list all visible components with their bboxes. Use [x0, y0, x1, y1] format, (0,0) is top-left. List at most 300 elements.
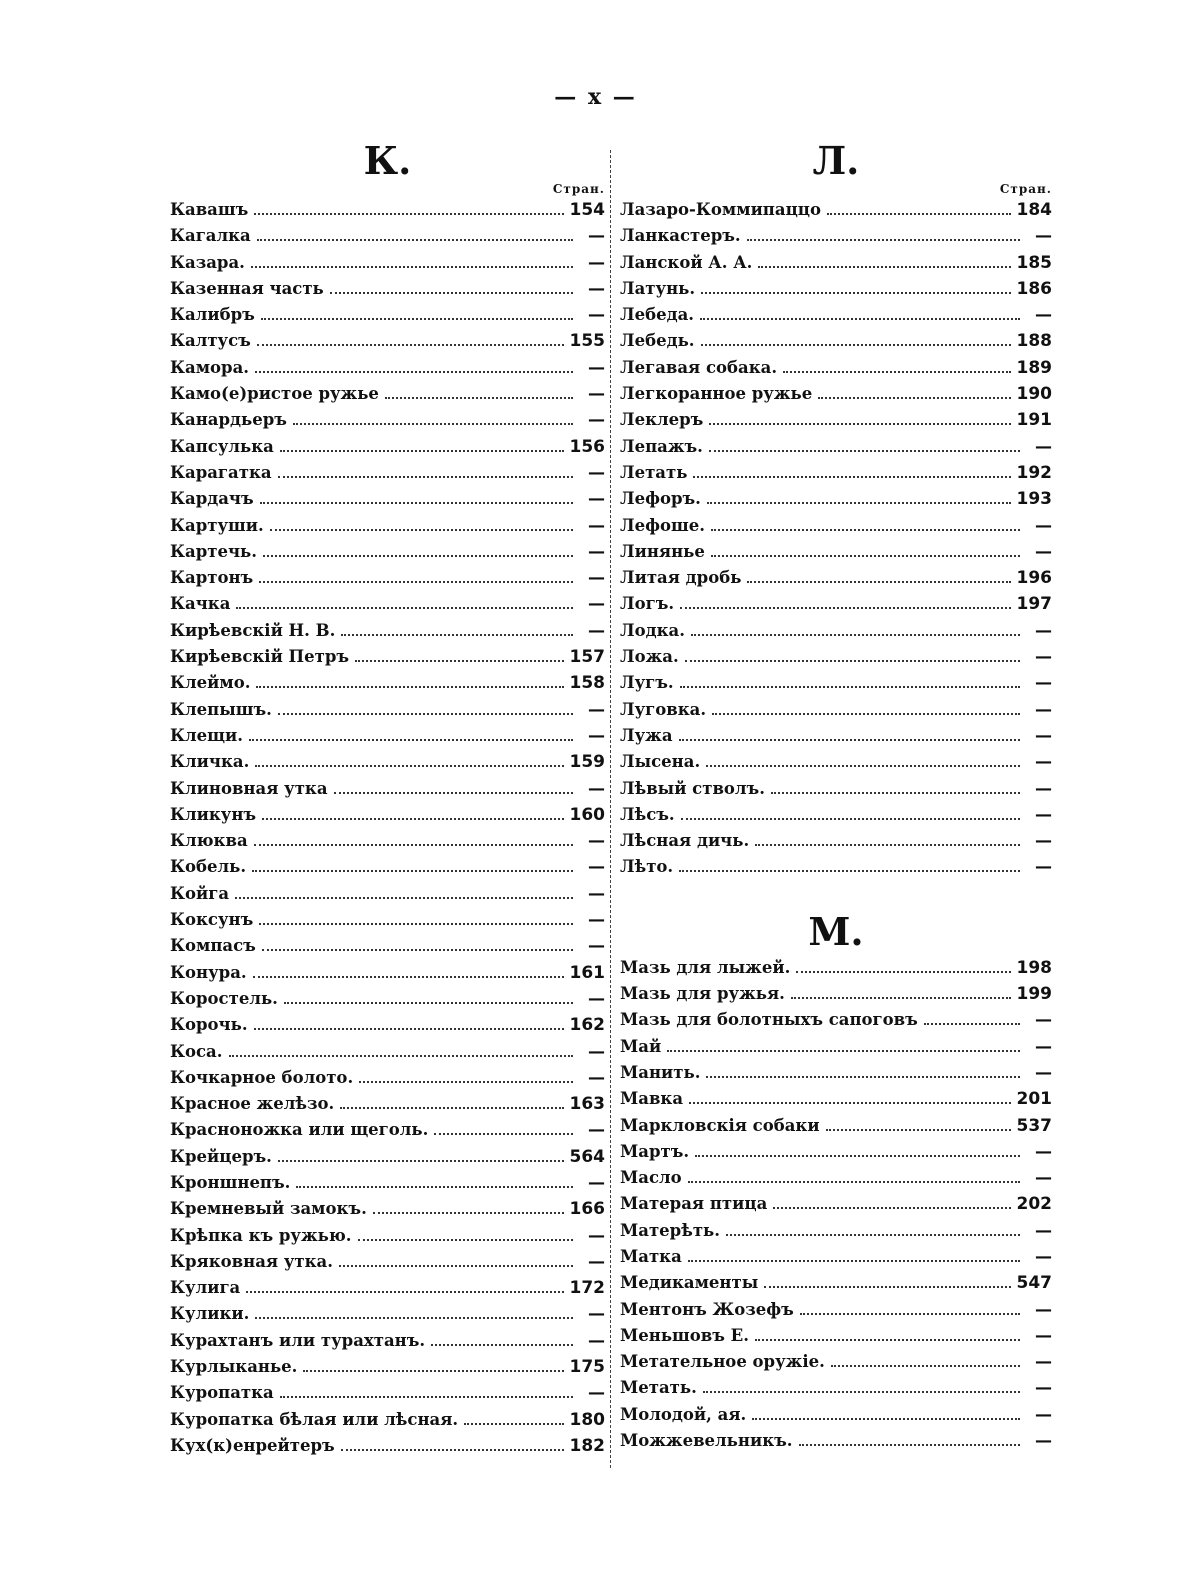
entry-page-number: 180 — [569, 1409, 605, 1430]
index-entry — [620, 279, 1052, 305]
entry-page-number: — — [1035, 699, 1052, 720]
dot-leader — [711, 529, 1020, 531]
entry-term: Кочкарное болото. — [170, 1067, 354, 1087]
entry-page-number: — — [1035, 541, 1052, 562]
dot-leader — [764, 1286, 1010, 1288]
index-entry — [620, 857, 1052, 883]
dot-leader — [246, 1291, 563, 1293]
dot-leader — [254, 1028, 564, 1030]
dot-leader — [255, 765, 563, 767]
entry-term: Лѣто. — [620, 857, 674, 877]
index-entry — [620, 542, 1052, 568]
dot-leader — [259, 581, 573, 583]
dot-leader — [359, 1081, 573, 1083]
index-entry — [620, 958, 1052, 984]
entry-page-number: — — [588, 305, 605, 326]
entry-page-number: — — [588, 620, 605, 641]
index-entry — [170, 568, 605, 594]
index-entry — [170, 1199, 605, 1225]
entry-page-number: — — [588, 384, 605, 405]
dot-leader — [667, 1050, 1020, 1052]
dot-leader — [260, 502, 573, 504]
index-entry — [170, 1278, 605, 1304]
dot-leader — [262, 949, 573, 951]
entry-page-number: — — [588, 410, 605, 431]
entry-page-number: — — [588, 594, 605, 615]
index-entry — [170, 1383, 605, 1409]
entry-term: Кобель. — [170, 857, 247, 877]
dot-leader — [373, 1212, 564, 1214]
entry-page-number: — — [588, 1225, 605, 1246]
dot-leader — [712, 713, 1020, 715]
entry-term: Клюква — [170, 831, 248, 851]
entry-page-number: 185 — [1016, 252, 1052, 273]
dot-leader — [800, 1313, 1020, 1315]
dot-leader — [701, 344, 1011, 346]
entry-term: Лужа — [620, 725, 673, 745]
index-entry — [170, 437, 605, 463]
entry-term: Калтусъ — [170, 331, 251, 351]
entry-page-number: 193 — [1016, 489, 1052, 510]
entry-page-number: 189 — [1016, 357, 1052, 378]
dot-leader — [758, 266, 1010, 268]
entry-page-number: — — [588, 489, 605, 510]
dot-leader — [755, 1339, 1020, 1341]
index-entry — [620, 568, 1052, 594]
entry-page-number: — — [1035, 1246, 1052, 1267]
dot-leader — [688, 1260, 1020, 1262]
index-entry — [170, 831, 605, 857]
entry-page-number: — — [588, 1172, 605, 1193]
index-entry — [170, 779, 605, 805]
section-letter-k: К. — [363, 138, 412, 183]
entry-page-number: 564 — [569, 1146, 605, 1167]
entry-term: Мазь для лыжей. — [620, 957, 791, 977]
dot-leader — [256, 686, 563, 688]
entry-term: Кликунъ — [170, 804, 257, 824]
index-entry — [620, 779, 1052, 805]
entry-page-number: — — [1035, 226, 1052, 247]
entry-term: Логъ. — [620, 594, 675, 614]
index-entry — [620, 805, 1052, 831]
entry-term: Масло — [620, 1168, 682, 1188]
entry-page-number: — — [588, 1041, 605, 1062]
entry-term: Картечь. — [170, 541, 257, 561]
entry-term: Корочь. — [170, 1015, 248, 1035]
dot-leader — [355, 660, 563, 662]
index-list-k — [170, 200, 605, 1462]
entry-term: Литая дробь — [620, 568, 742, 588]
dot-leader — [385, 397, 573, 399]
entry-term: Кроншнепъ. — [170, 1172, 291, 1192]
index-entry — [620, 1063, 1052, 1089]
entry-page-number: — — [1035, 804, 1052, 825]
entry-term: Лодка. — [620, 620, 685, 640]
entry-page-number: — — [588, 278, 605, 299]
entry-term: Картуши. — [170, 515, 264, 535]
dot-leader — [709, 450, 1020, 452]
entry-term: Латунь. — [620, 278, 696, 298]
entry-page-number: 158 — [569, 673, 605, 694]
dot-leader — [680, 607, 1010, 609]
index-entry — [170, 1042, 605, 1068]
entry-term: Маркловскія собаки — [620, 1115, 820, 1135]
entry-term: Коса. — [170, 1041, 223, 1061]
entry-term: Линянье — [620, 541, 705, 561]
index-entry — [620, 489, 1052, 515]
entry-term: Качка — [170, 594, 231, 614]
index-entry — [170, 226, 605, 252]
entry-term: Курлыканье. — [170, 1357, 298, 1377]
entry-term: Май — [620, 1036, 662, 1056]
entry-page-number: — — [588, 252, 605, 273]
entry-page-number: — — [588, 936, 605, 957]
entry-page-number: 182 — [569, 1435, 605, 1456]
index-entry — [620, 410, 1052, 436]
entry-term: Клещи. — [170, 725, 243, 745]
entry-page-number: — — [588, 910, 605, 931]
dot-leader — [431, 1344, 573, 1346]
dot-leader — [689, 1102, 1010, 1104]
entry-term: Лугъ. — [620, 673, 674, 693]
entry-page-number: — — [588, 1251, 605, 1272]
dot-leader — [771, 792, 1020, 794]
entry-page-number: 160 — [569, 804, 605, 825]
index-entry — [620, 1300, 1052, 1326]
entry-page-number: — — [1035, 1299, 1052, 1320]
entry-page-number: 188 — [1016, 331, 1052, 352]
index-entry — [170, 647, 605, 673]
dot-leader — [726, 1234, 1020, 1236]
index-entry — [620, 200, 1052, 226]
index-entry — [620, 1273, 1052, 1299]
entry-page-number: — — [1035, 752, 1052, 773]
dot-leader — [747, 581, 1010, 583]
entry-page-number: — — [588, 1067, 605, 1088]
entry-term: Куропатка бѣлая или лѣсная. — [170, 1409, 459, 1429]
entry-term: Матерѣть. — [620, 1220, 720, 1240]
entry-term: Лѣсъ. — [620, 804, 675, 824]
entry-page-number: 547 — [1016, 1273, 1052, 1294]
entry-page-number: — — [588, 1383, 605, 1404]
entry-term: Мазь для ружья. — [620, 984, 785, 1004]
entry-term: Картонъ — [170, 568, 254, 588]
dot-leader — [791, 997, 1011, 999]
index-entry — [620, 384, 1052, 410]
entry-page-number: — — [588, 568, 605, 589]
dot-leader — [707, 502, 1011, 504]
entry-term: Кирѣевскій Петръ — [170, 647, 350, 667]
index-entry — [170, 1094, 605, 1120]
dot-leader — [280, 450, 564, 452]
entry-page-number: 156 — [569, 436, 605, 457]
entry-page-number: — — [588, 883, 605, 904]
entry-page-number: — — [588, 1120, 605, 1141]
entry-page-number: 201 — [1016, 1089, 1052, 1110]
index-entry — [170, 463, 605, 489]
left-column — [170, 138, 605, 1462]
entry-page-number: — — [1035, 1404, 1052, 1425]
dot-leader — [685, 660, 1020, 662]
entry-page-number: — — [1035, 515, 1052, 536]
entry-page-number: 184 — [1016, 200, 1052, 220]
index-entry — [170, 621, 605, 647]
entry-term: Легкоранное ружье — [620, 384, 813, 404]
page-column-label: Стран. — [552, 182, 605, 196]
index-entry — [170, 1226, 605, 1252]
entry-term: Кремневый замокъ. — [170, 1199, 367, 1219]
index-entry — [620, 1378, 1052, 1404]
index-entry — [170, 726, 605, 752]
dot-leader — [747, 239, 1020, 241]
entry-term: Матка — [620, 1246, 682, 1266]
entry-page-number: — — [588, 357, 605, 378]
index-entry — [170, 700, 605, 726]
dot-leader — [293, 423, 573, 425]
entry-term: Клиновная утка — [170, 778, 328, 798]
entry-term: Крейцеръ. — [170, 1146, 272, 1166]
page-number: — x — — [554, 84, 637, 110]
dot-leader — [711, 555, 1020, 557]
dot-leader — [680, 686, 1020, 688]
entry-term: Лебеда. — [620, 305, 695, 325]
entry-term: Красное желѣзо. — [170, 1094, 335, 1114]
index-entry — [620, 1089, 1052, 1115]
dot-leader — [831, 1365, 1020, 1367]
dot-leader — [251, 266, 573, 268]
entry-term: Кавашъ — [170, 200, 249, 219]
dot-leader — [252, 870, 573, 872]
index-entry — [170, 910, 605, 936]
dot-leader — [303, 1370, 563, 1372]
index-entry — [620, 1194, 1052, 1220]
index-entry — [620, 1116, 1052, 1142]
entry-page-number: — — [588, 226, 605, 247]
index-entry — [170, 1436, 605, 1462]
column-divider — [610, 150, 611, 1468]
index-entry — [620, 1247, 1052, 1273]
entry-term: Канардьеръ — [170, 410, 287, 430]
entry-page-number: 198 — [1016, 957, 1052, 978]
entry-page-number: 172 — [569, 1278, 605, 1299]
dot-leader — [235, 897, 573, 899]
index-entry — [620, 673, 1052, 699]
index-entry — [170, 516, 605, 542]
index-entry — [620, 647, 1052, 673]
index-entry — [170, 963, 605, 989]
entry-term: Лысена. — [620, 752, 701, 772]
entry-page-number: — — [588, 699, 605, 720]
index-entry — [170, 594, 605, 620]
index-entry — [170, 384, 605, 410]
index-entry — [620, 700, 1052, 726]
entry-page-number: — — [1035, 673, 1052, 694]
entry-page-number: — — [1035, 831, 1052, 852]
index-entry — [170, 1120, 605, 1146]
index-entry — [170, 331, 605, 357]
index-entry — [620, 437, 1052, 463]
index-entry — [620, 1168, 1052, 1194]
entry-term: Компасъ — [170, 936, 256, 956]
dot-leader — [257, 239, 573, 241]
entry-page-number: 191 — [1016, 410, 1052, 431]
entry-term: Лефоше. — [620, 515, 705, 535]
index-entry — [170, 936, 605, 962]
dot-leader — [464, 1423, 563, 1425]
index-entry — [170, 989, 605, 1015]
entry-page-number: — — [588, 725, 605, 746]
index-entry — [170, 1147, 605, 1173]
entry-page-number: 196 — [1016, 568, 1052, 589]
entry-term: Можжевельникъ. — [620, 1431, 793, 1451]
entry-page-number: — — [1035, 1168, 1052, 1189]
index-entry — [620, 1010, 1052, 1036]
entry-page-number: — — [588, 857, 605, 878]
index-entry — [170, 200, 605, 226]
entry-page-number: 197 — [1016, 594, 1052, 615]
entry-page-number: — — [1035, 725, 1052, 746]
dot-leader — [334, 792, 573, 794]
entry-page-number: 159 — [569, 752, 605, 773]
index-entry — [620, 984, 1052, 1010]
entry-page-number: — — [1035, 647, 1052, 668]
index-entry — [170, 542, 605, 568]
index-entry — [620, 226, 1052, 252]
section-letter-l: Л. — [812, 138, 860, 183]
entry-term: Ланкастеръ. — [620, 226, 741, 246]
index-entry — [170, 857, 605, 883]
entry-page-number: — — [588, 831, 605, 852]
index-entry — [620, 1352, 1052, 1378]
dot-leader — [783, 371, 1010, 373]
dot-leader — [341, 634, 573, 636]
entry-page-number: — — [588, 462, 605, 483]
entry-page-number: — — [1035, 1036, 1052, 1057]
entry-page-number: — — [1035, 1431, 1052, 1452]
entry-page-number: 192 — [1016, 462, 1052, 483]
entry-term: Мартъ. — [620, 1141, 690, 1161]
index-entry — [170, 1331, 605, 1357]
entry-term: Ментонъ Жозефъ — [620, 1299, 794, 1319]
index-entry — [170, 1410, 605, 1436]
dot-leader — [358, 1239, 573, 1241]
entry-term: Лѣсная дичь. — [620, 831, 750, 851]
entry-term: Луговка. — [620, 699, 707, 719]
dot-leader — [827, 213, 1011, 215]
index-entry — [170, 1357, 605, 1383]
dot-leader — [706, 1076, 1020, 1078]
dot-leader — [254, 844, 573, 846]
entry-page-number: — — [1035, 857, 1052, 878]
dot-leader — [255, 1317, 573, 1319]
entry-term: Курахтанъ или турахтанъ. — [170, 1330, 426, 1350]
index-entry — [170, 358, 605, 384]
dot-leader — [924, 1023, 1020, 1025]
entry-term: Кух(к)енрейтеръ — [170, 1435, 335, 1455]
dot-leader — [826, 1129, 1011, 1131]
index-entry — [170, 805, 605, 831]
index-entry — [620, 253, 1052, 279]
entry-term: Куропатка — [170, 1383, 274, 1403]
entry-term: Кардачъ — [170, 489, 254, 509]
entry-page-number: 175 — [569, 1357, 605, 1378]
section-letter-m: М. — [808, 908, 864, 954]
entry-term: Меньшовъ Е. — [620, 1325, 749, 1345]
dot-leader — [688, 1181, 1020, 1183]
entry-page-number: — — [588, 541, 605, 562]
dot-leader — [703, 1391, 1020, 1393]
index-entry — [620, 1142, 1052, 1168]
dot-leader — [679, 739, 1020, 741]
dot-leader — [296, 1186, 573, 1188]
dot-leader — [700, 318, 1020, 320]
entry-page-number: — — [588, 1330, 605, 1351]
entry-page-number: 199 — [1016, 984, 1052, 1005]
dot-leader — [341, 1449, 564, 1451]
entry-term: Казара. — [170, 252, 245, 272]
dot-leader — [280, 1396, 573, 1398]
entry-page-number: 157 — [569, 647, 605, 668]
entry-term: Красноножка или щеголь. — [170, 1120, 429, 1140]
entry-term: Койга — [170, 883, 230, 903]
dot-leader — [259, 923, 573, 925]
dot-leader — [818, 397, 1010, 399]
index-entry — [620, 1037, 1052, 1063]
index-entry — [170, 489, 605, 515]
index-list-l — [620, 200, 1052, 884]
dot-leader — [691, 634, 1020, 636]
dot-leader — [773, 1207, 1010, 1209]
entry-term: Лѣвый стволъ. — [620, 778, 765, 798]
dot-leader — [752, 1418, 1020, 1420]
entry-page-number: — — [1035, 1325, 1052, 1346]
entry-term: Кагалка — [170, 226, 251, 246]
index-entry — [620, 305, 1052, 331]
entry-term: Молодой, ая. — [620, 1404, 747, 1424]
entry-term: Кирѣевскій Н. В. — [170, 620, 336, 640]
index-entry — [170, 673, 605, 699]
entry-term: Казенная часть — [170, 278, 324, 298]
index-list-m — [620, 958, 1052, 1458]
entry-page-number: 190 — [1016, 384, 1052, 405]
dot-leader — [339, 1265, 573, 1267]
entry-term: Мазь для болотныхъ сапоговъ — [620, 1010, 918, 1030]
entry-page-number: 161 — [569, 962, 605, 983]
entry-term: Кряковная утка. — [170, 1251, 333, 1271]
dot-leader — [679, 870, 1020, 872]
entry-page-number: 186 — [1016, 278, 1052, 299]
entry-page-number: — — [588, 778, 605, 799]
dot-leader — [255, 371, 573, 373]
entry-page-number: 154 — [569, 200, 605, 220]
index-entry — [170, 305, 605, 331]
index-entry — [170, 1304, 605, 1330]
entry-term: Капсулька — [170, 436, 274, 456]
entry-term: Лефоръ. — [620, 489, 701, 509]
dot-leader — [278, 1160, 564, 1162]
entry-term: Кличка. — [170, 752, 250, 772]
entry-term: Ланской А. А. — [620, 252, 753, 272]
dot-leader — [799, 1444, 1020, 1446]
dot-leader — [278, 713, 573, 715]
entry-term: Мавка — [620, 1089, 684, 1109]
entry-term: Леклеръ — [620, 410, 704, 430]
entry-term: Лепажъ. — [620, 436, 703, 456]
entry-term: Камо(е)ристое ружье — [170, 384, 379, 404]
entry-page-number: — — [588, 515, 605, 536]
entry-page-number: 163 — [569, 1094, 605, 1115]
entry-term: Камора. — [170, 357, 250, 377]
